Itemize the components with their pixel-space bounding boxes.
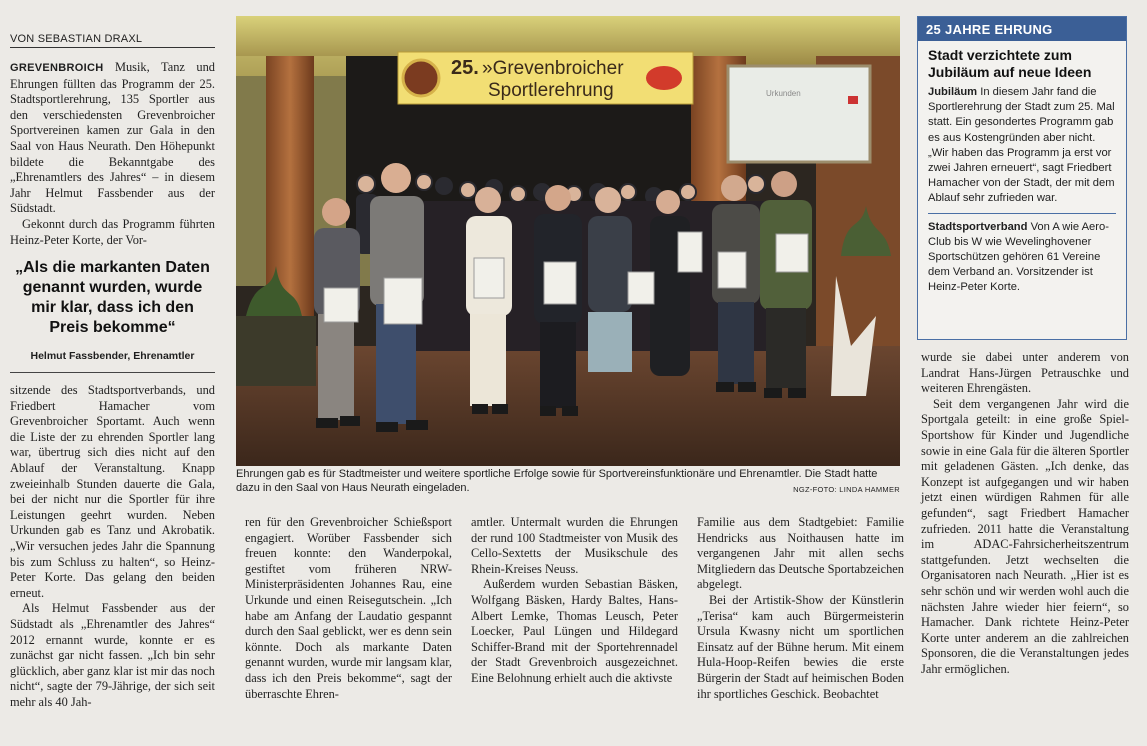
pull-quote-author: Helmut Fassbender, Ehrenamtler [30, 350, 195, 362]
info-box [917, 16, 1127, 340]
photo-credit: NGZ-FOTO: LINDA HAMMER [793, 485, 900, 494]
photo-caption: Ehrungen gab es für Stadtmeister und weitere sportliche Erfolge sowie für Sportvereinsfunktionäre und Ehrenamtler. Die Stadt hatte dazu in den Saal von Haus Neurath eingeladen. [236, 468, 878, 494]
banner-number: 25. [451, 57, 479, 79]
article-paragraph: wurde sie dabei unter anderem von Landrat Hans-Jürgen Petrauschke und weiteren Ehrengästen. [921, 350, 1129, 396]
article-column-3 [471, 515, 678, 687]
screen-text: Urkunden [766, 89, 801, 98]
article-column-1-bottom [10, 383, 215, 710]
article-paragraph: Außerdem wurden Sebastian Bäsken, Wolfgang Bäsken, Hardy Baltes, Hans-Albert Lemke, Thomas Leusch, Peter Loecker, Paul Lüngen und Hildegard Schiffer-Brand mit der Sportehrennadel der Stadt Grevenbroich ausgezeichnet. Eine Belohnung erhielt auch die aktivste [471, 577, 678, 685]
article-paragraph: Als Helmut Fassbender aus der Südstadt als „Ehrenamtler des Jahres“ 2012 ernannt wurde, konnte er es zunächst gar nicht fassen. „Ich bin sehr glücklich, aber ganz klar ist mir das noch nicht“, sagte der 79-Jährige, der sich seit mehr als 40 Jah- [10, 601, 215, 709]
article-paragraph: amtler. Untermalt wurden die Ehrungen der rund 100 Stadtmeister von Musik des Cello-Sextetts der Musikschule des Rhein-Kreises Neuss. [471, 515, 678, 576]
divider [10, 372, 215, 373]
article-paragraph: Bei der Artistik-Show der Künstlerin „Terisa“ kam auch Bürgermeisterin Ursula Kwasny nicht um sportlichen Einsatz auf der Bühne herum. Mit einem Hula-Hoop-Reifen bewies die erste Bürgerin der Stadt auf heimischen Boden ihr sportliches Geschick. Beobachtet [697, 592, 904, 701]
article-paragraph: sitzende des Stadtsportverbands, und Friedbert Hamacher vom Grevenbroicher Sportamt. Auch wenn die Liste der zu ehrenden Sportler lang war, übertrug sich dies nicht auf den Ablauf der Veranstaltung. Knapp zweieinhalb Stunden dauerte die Gala, bei der nicht nur die Sportler für ihre Leistungen geehrt wurden. Neben Urkunden gab es Tanz und Akrobatik. „Wir versuchen jedes Jahr die Spannung bis zum Schluss zu halten“, so Heinz-Peter Korte. Das gelang den beiden erneut. [10, 383, 215, 600]
article-paragraph: ren für den Grevenbroicher Schießsport engagiert. Worüber Fassbender sich freuen konnte: den Wanderpokal, gestiftet vom früheren NRW-Ministerpräsidenten Johannes Rau, eine Urkunde und einen Reisegutschein. „Ich habe am Anfang der Laudatio gespannt durch den Saal geblickt, wer es denn sein könnte. Doch als markante Daten genannt wurden, wurde mir langsam klar, dass ich den Preis bekomme“, sagt der überraschte Ehren- [245, 515, 452, 701]
article-column-5 [921, 350, 1129, 677]
divider [928, 213, 1116, 214]
article-column-1-top [10, 60, 215, 248]
article-paragraph: Seit dem vergangenen Jahr wird die Sportgala geteilt: in eine große Spiel-Sportshow für Kinder und Jugendliche sowie in eine Gala für die älteren Sportler mit geladenen Gästen. „Ich denke, das Konzept ist aufgegangen und wir haben jetzt einen würdigen Rahmen für alle gefunden“, sagt Friedbert Hamacher zufrieden. 2011 hatte die Veranstaltung im ADAC-Fahrsicherheitszentrum stattgefunden. Jetzt wechselten die Organisatoren nach Neurath. „Hier ist es sehr schön und wir werden wohl auch die nächsten Jahre wieder hier feiern“, so Hamacher. Dank richtete Heinz-Peter Korte unter anderem an die zahlreichen Sponsoren, die die Veranstaltungen jedes Jahr ermöglichen. [921, 396, 1129, 676]
info-box-paragraph: Jubiläum In diesem Jahr fand die Sportlerehrung der Stadt zum 25. Mal statt. Ein gesondertes Programm gab es aus Kostengründen aber nicht. „Wir haben das Programm ja erst vor zwei Jahren erneuert“, sagt Friedbert Hamacher von der Stadt, der mit dem Ablauf sehr zufrieden war. [928, 86, 1115, 205]
info-box-lead: Jubiläum [928, 86, 978, 98]
banner-line2: Sportlerehrung [488, 80, 614, 101]
info-box-title: Stadt verzichtete zum Jubiläum auf neue Ideen [928, 47, 1092, 80]
article-column-4 [697, 515, 904, 702]
banner-line1: »Grevenbroicher [482, 58, 624, 79]
byline: VON SEBASTIAN DRAXL [10, 33, 215, 48]
article-paragraph: Familie aus dem Stadtgebiet: Familie Hendricks aus Noithausen hatte im vergangenen Jahr mit allen sechs Mitgliedern das Deutsche Sportabzeichen abgelegt. [697, 515, 904, 592]
group-photo [236, 16, 900, 466]
article-paragraph: Gekonnt durch das Programm führten Heinz-Peter Korte, der Vor- [10, 216, 215, 247]
pull-quote [10, 258, 215, 362]
info-box-header: 25 JAHRE EHRUNG [918, 17, 1126, 41]
photo-illustration [236, 16, 900, 466]
dateline: GREVENBROICH [10, 62, 104, 74]
article-paragraph: GREVENBROICH Musik, Tanz und Ehrungen füllten das Programm der 25. Stadtsportlerehrung, 135 Sportler aus den verschiedensten Grevenbroicher Sportvereinen kamen zur Gala in den Saal von Haus Neurath. Den Höhepunkt bildete die Bekanntgabe des „Ehrenamtlers des Jahres“ – in diesem Jahr Helmut Fassbender aus der Südstadt. [10, 60, 215, 216]
pull-quote-text: „Als die markanten Daten genannt wurden, wurde mir klar, dass ich den Preis bekomme“ [15, 259, 210, 336]
info-box-paragraph: Stadtsportverband Von A wie Aero-Club bis W wie Wevelinghovener Sportschützen gehören 61 Vereine dem Verband an. Vorsitzender ist Heinz-Peter Korte. [928, 220, 1109, 294]
info-box-lead: Stadtsportverband [928, 220, 1028, 233]
article-column-2 [245, 515, 452, 702]
